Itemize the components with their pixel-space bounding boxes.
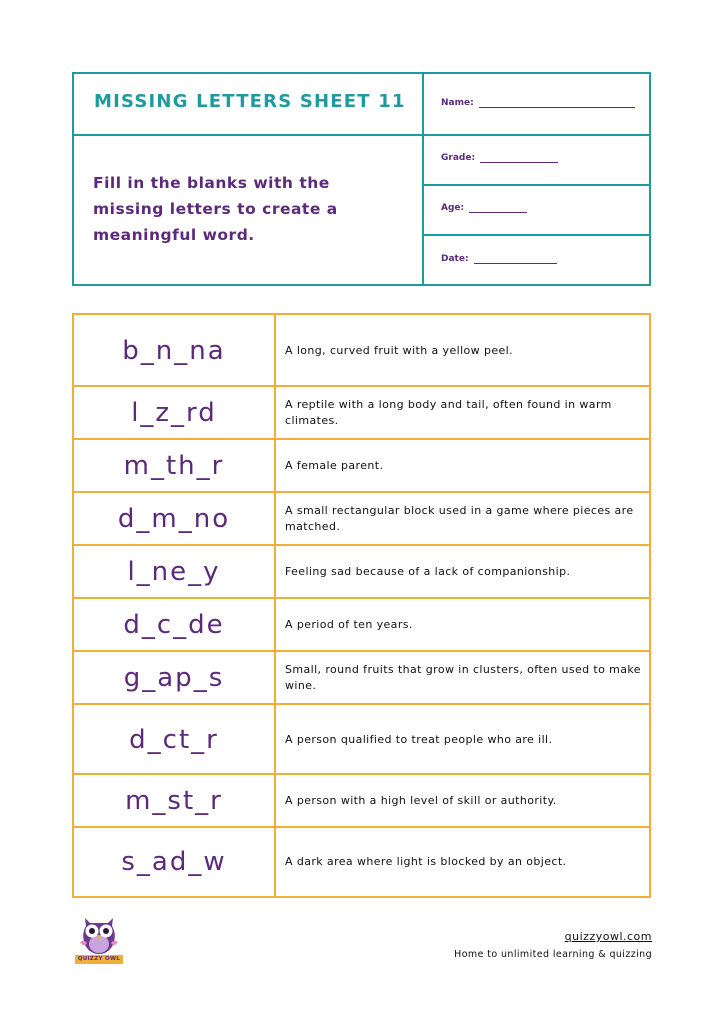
site-tagline: Home to unlimited learning & quizzing [454, 949, 652, 960]
date-field[interactable] [441, 254, 557, 264]
date-label: Date: [441, 254, 469, 264]
worksheet-title: MISSING LETTERS SHEET 11 [94, 91, 406, 112]
word-definition: A small rectangular block used in a game where pieces are matched. [285, 504, 634, 533]
grade-blank[interactable] [480, 154, 558, 163]
puzzle-word: l_ne_y [74, 546, 276, 598]
word-definition: A period of ten years. [285, 618, 413, 631]
table-row [74, 438, 649, 492]
grade-field[interactable] [441, 153, 558, 163]
word-definition: A long, curved fruit with a yellow peel. [285, 344, 514, 357]
date-blank[interactable] [474, 255, 557, 264]
name-field[interactable] [441, 98, 635, 108]
puzzle-word: d_m_no [74, 493, 276, 545]
header-divider [422, 234, 649, 236]
header-divider [422, 184, 649, 186]
puzzle-word: m_st_r [74, 775, 276, 827]
word-definition: A female parent. [285, 459, 384, 472]
word-definition: A reptile with a long body and tail, often found in warm climates. [285, 398, 612, 427]
age-blank[interactable] [469, 204, 527, 213]
word-definition: Small, round fruits that grow in clusters, often used to make wine. [285, 663, 641, 692]
table-row [74, 826, 649, 896]
logo-wordmark: QUIZZY OWL [75, 955, 123, 964]
puzzle-word: d_ct_r [74, 705, 276, 775]
word-definition: A person qualified to treat people who are ill. [285, 733, 553, 746]
age-label: Age: [441, 203, 465, 213]
table-row [74, 597, 649, 651]
age-field[interactable] [441, 203, 527, 213]
owl-icon [75, 912, 123, 956]
table-row [74, 703, 649, 775]
table-row [74, 385, 649, 439]
missing-letters-table [72, 313, 651, 898]
site-link[interactable]: quizzyowl.com [564, 930, 652, 943]
puzzle-word: b_n_na [74, 315, 276, 387]
header-divider-vertical [422, 74, 424, 284]
table-row [74, 773, 649, 827]
quizzy-owl-logo [75, 912, 123, 964]
name-label: Name: [441, 98, 474, 108]
instructions-text: Fill in the blanks with the missing letters to create a meaningful word. [93, 174, 338, 244]
word-definition: Feeling sad because of a lack of companionship. [285, 565, 571, 578]
table-row [74, 315, 649, 387]
puzzle-word: l_z_rd [74, 387, 276, 439]
header-divider [74, 134, 649, 136]
table-row [74, 650, 649, 704]
name-blank[interactable] [479, 99, 635, 108]
word-definition: A person with a high level of skill or authority. [285, 794, 557, 807]
puzzle-word: g_ap_s [74, 652, 276, 704]
word-definition: A dark area where light is blocked by an object. [285, 855, 567, 868]
table-row [74, 544, 649, 598]
table-row [74, 491, 649, 545]
puzzle-word: s_ad_w [74, 828, 276, 896]
puzzle-word: m_th_r [74, 440, 276, 492]
worksheet-header [72, 72, 651, 286]
grade-label: Grade: [441, 153, 476, 163]
puzzle-word: d_c_de [74, 599, 276, 651]
